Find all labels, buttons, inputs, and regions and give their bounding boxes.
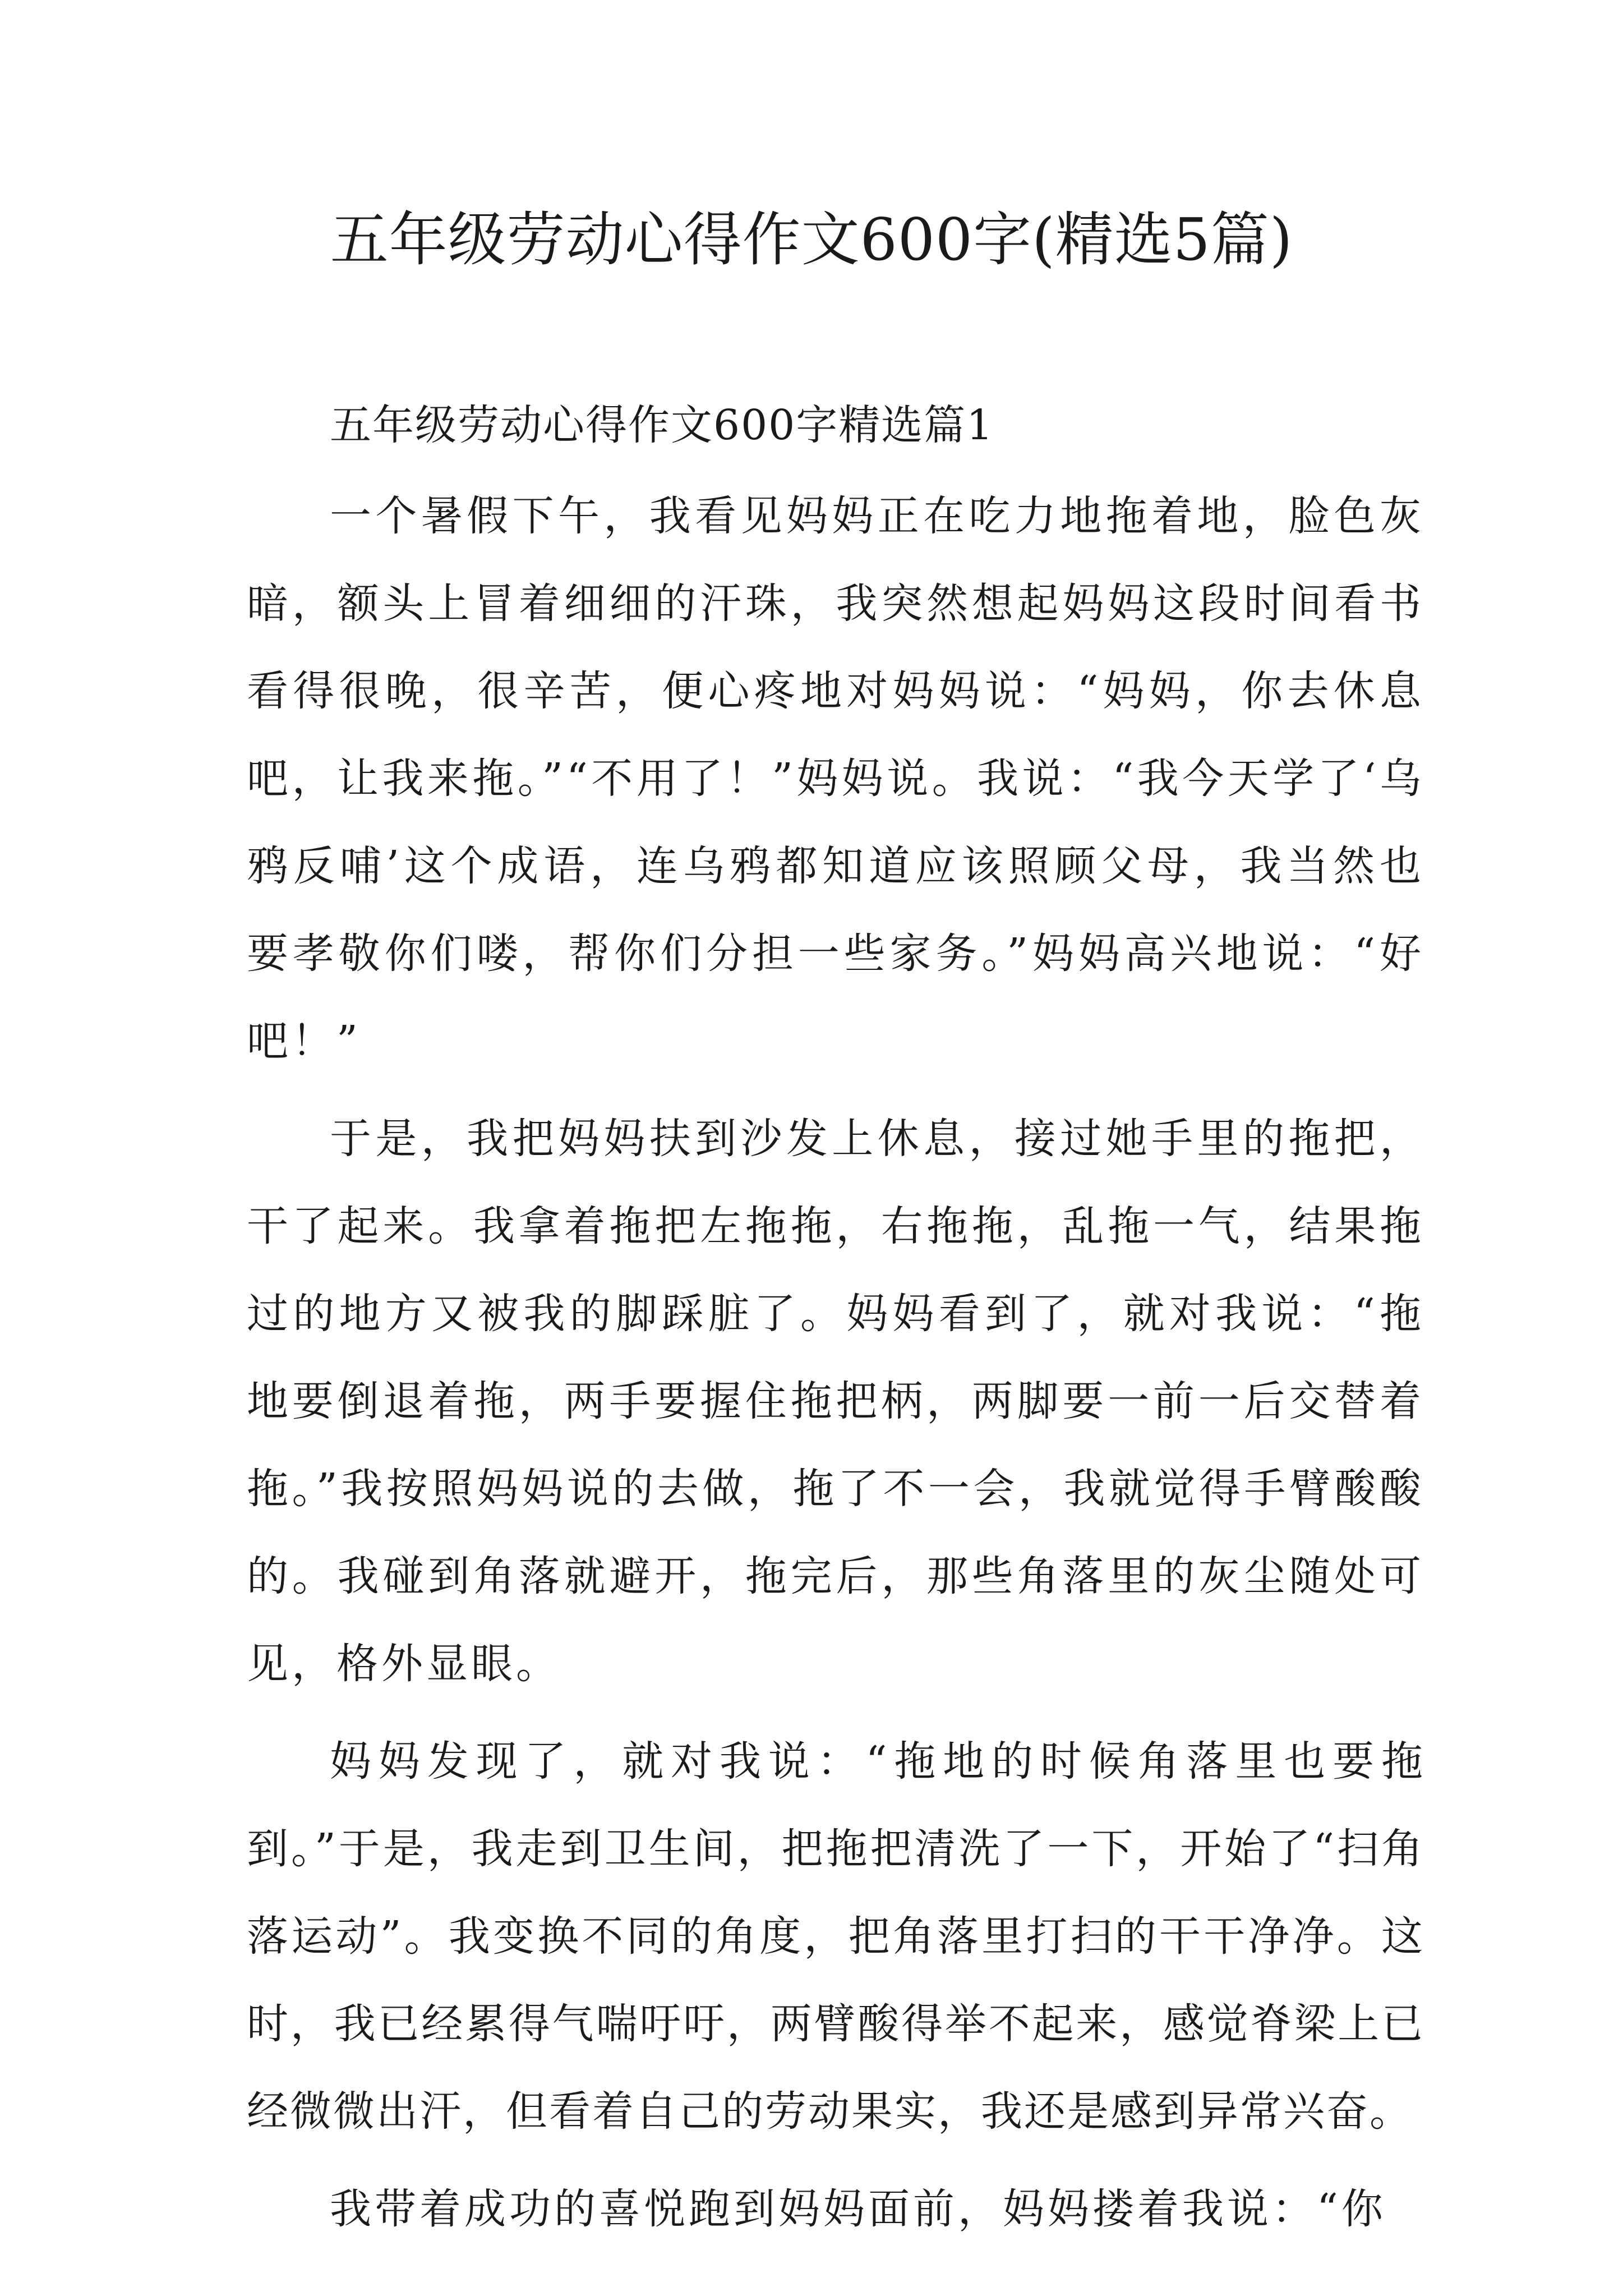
paragraph: 一个暑假下午，我看见妈妈正在吃力地拖着地，脸色灰暗，额头上冒着细细的汗珠，我突然想起妈妈这段时间看书看得很晚，很辛苦，便心疼地对妈妈说：“妈妈，你去休息吧，让我来拖。”“不用了！”妈妈说。我说：“我今天学了‘乌鸦反哺’这个成语，连乌鸦都知道应该照顾父母，我当然也要孝敬你们喽，帮你们分担一些家务。”妈妈高兴地说：“好吧！” [247, 492, 1424, 1065]
paragraph: 我带着成功的喜悦跑到妈妈面前，妈妈搂着我说：“你 [330, 2185, 1386, 2233]
document-title: 五年级劳动心得作文600字(精选5篇) [330, 205, 1293, 274]
document-body [247, 381, 1424, 2253]
paragraph: 于是，我把妈妈扶到沙发上休息，接过她手里的拖把，干了起来。我拿着拖把左拖拖，右拖拖，乱拖一气，结果拖过的地方又被我的脚踩脏了。妈妈看到了，就对我说：“拖地要倒退着拖，两手要握住拖把柄，两脚要一前一后交替着拖。”我按照妈妈说的去做，拖了不一会，我就觉得手臂酸酸的。我碰到角落就避开，拖完后，那些角落里的灰尘随处可见，格外显眼。 [247, 1115, 1424, 1688]
section-heading: 五年级劳动心得作文600字精选篇1 [330, 401, 994, 449]
paragraph: 妈妈发现了，就对我说：“拖地的时候角落里也要拖到。”于是，我走到卫生间，把拖把清洗了一下，开始了“扫角落运动”。我变换不同的角度，把角落里打扫的干干净净。这时，我已经累得气喘吁吁，两臂酸得举不起来，感觉脊梁上已经微微出汗，但看着自己的劳动果实，我还是感到异常兴奋。 [247, 1737, 1424, 2136]
